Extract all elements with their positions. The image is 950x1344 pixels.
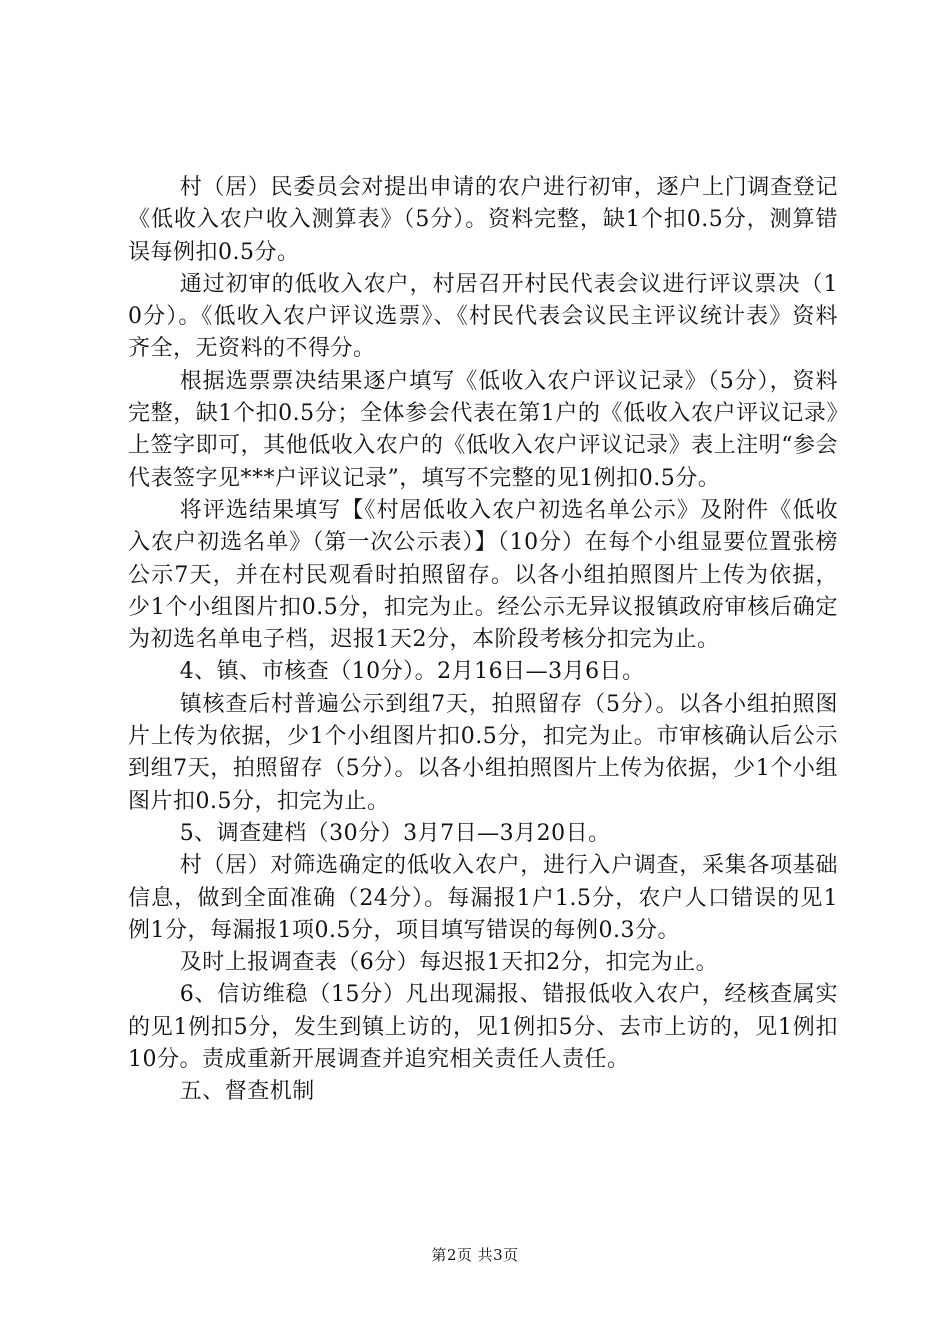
paragraph-villager-vote: 通过初审的低收入农户，村居召开村民代表会议进行评议票决（10分）。《低收入农户评议选票》、《村民代表会议民主评议统计表》资料齐全，无资料的不得分。 <box>128 271 838 362</box>
paragraph-town-city-notice: 镇核查后村普遍公示到组7天，拍照留存（5分）。以各小组拍照图片上传为依据，少1个小组图片扣0.5分，扣完为止。市审核确认后公示到组7天，拍照留存（5分）。以各小组拍照图片上传为依据，少1个小组图片扣0.5分，扣完为止。 <box>128 691 838 814</box>
paragraph-petition-stability: 6、信访维稳（15分）凡出现漏报、错报低收入农户，经核查属实的见1例扣5分，发生到镇上访的，见1例扣5分、去市上访的，见1例扣10分。责成重新开展调查并追究相关责任人责任。 <box>128 982 838 1073</box>
paragraph-household-survey: 村（居）对筛选确定的低收入农户，进行入户调查，采集各项基础信息，做到全面准确（24分）。每漏报1户1.5分，农户人口错误的见1例1分，每漏报1项0.5分，项目填写错误的每例0.3分。 <box>128 853 838 943</box>
section-heading-supervision: 五、督查机制 <box>179 1079 315 1105</box>
page-number-footer: 第2页 共3页 <box>431 1246 519 1264</box>
paragraph-evaluation-record: 根据选票票决结果逐户填写《低收入农户评议记录》（5分），资料完整，缺1个扣0.5分；全体参会代表在第1户的《低收入农户评议记录》上签字即可，其他低收入农户的《低收入农户评议记录》表上注明“参会代表签字见***户评议记录”，填写不完整的见1例扣0.5分。 <box>128 368 838 491</box>
section-heading-survey-filing: 5、调查建档（30分）3月7日—3月20日。 <box>179 820 611 846</box>
paragraph-preliminary-review: 村（居）民委员会对提出申请的农户进行初审，逐户上门调查登记《低收入农户收入测算表》（5分）。资料完整，缺1个扣0.5分，测算错误每例扣0.5分。 <box>128 175 838 265</box>
document-body <box>128 172 838 1109</box>
paragraph-timely-report: 及时上报调查表（6分）每迟报1天扣2分，扣完为止。 <box>179 950 719 976</box>
paragraph-public-notice: 将评选结果填写【《村居低收入农户初选名单公示》及附件《低收入农户初选名单》（第一次公示表）】（10分）在每个小组显要位置张榜公示7天，并在村民观看时拍照留存。以各小组拍照图片上传为依据，少1个小组图片扣0.5分，扣完为止。经公示无异议报镇政府审核后确定为初选名单电子档，迟报1天2分，本阶段考核分扣完为止。 <box>128 497 838 653</box>
section-heading-town-city-check: 4、镇、市核查（10分）。2月16日—3月6日。 <box>179 659 645 685</box>
